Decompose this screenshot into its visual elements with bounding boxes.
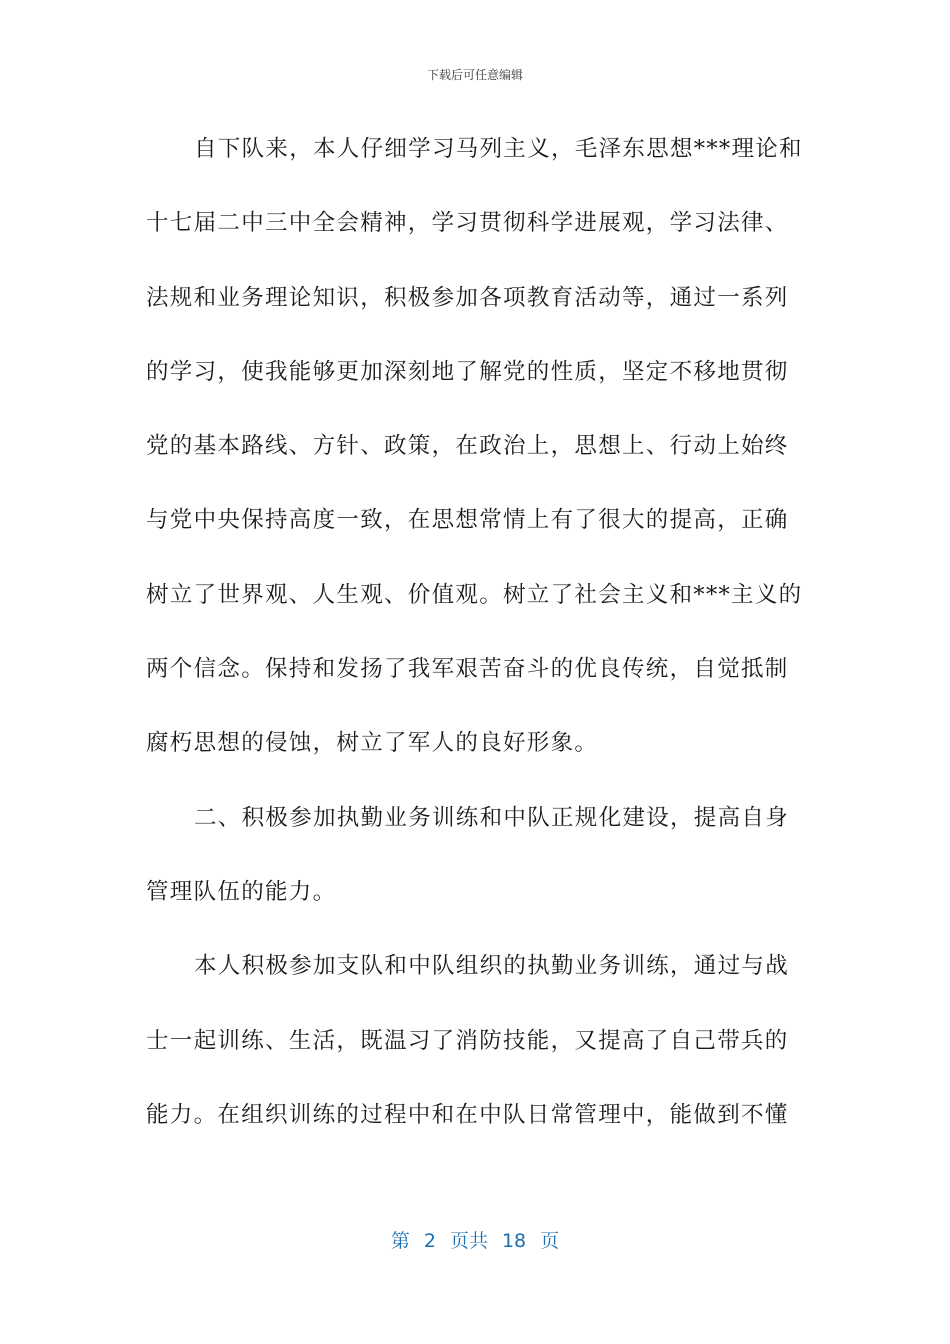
- page-header-note: 下载后可任意编辑: [426, 68, 523, 82]
- section-heading-line: 二、积极参加执勤业务训练和中队正规化建设，提高自身: [194, 804, 790, 831]
- body-line: 两个信念。保持和发扬了我军艰苦奋斗的优良传统，自觉抵制: [146, 656, 789, 683]
- section-heading-line: 管理队伍的能力。: [146, 878, 337, 905]
- footer-middle: 页共: [449, 1230, 488, 1252]
- footer-prefix: 第: [390, 1230, 410, 1252]
- body-line: 树立了世界观、人生观、价值观。树立了社会主义和***主义的: [146, 581, 803, 608]
- body-line: 党的基本路线、方针、政策，在政治上，思想上、行动上始终: [146, 433, 789, 460]
- body-line: 腐朽思想的侵蚀，树立了军人的良好形象。: [146, 730, 599, 757]
- body-line: 士一起训练、生活，既温习了消防技能，又提高了自己带兵的: [146, 1027, 789, 1054]
- body-line: 与党中央保持高度一致，在思想常情上有了很大的提高，正确: [146, 507, 789, 534]
- body-line: 十七届二中三中全会精神，学习贯彻科学进展观，学习法律、: [146, 210, 789, 237]
- current-page-number: 2: [423, 1230, 436, 1252]
- body-line: 法规和业务理论知识，积极参加各项教育活动等，通过一系列: [146, 284, 789, 311]
- page-number-footer: [0, 1226, 950, 1253]
- document-body: [146, 112, 806, 1152]
- body-line: 自下队来，本人仔细学习马列主义，毛泽东思想***理论和: [194, 136, 803, 162]
- body-line: 的学习，使我能够更加深刻地了解党的性质，坚定不移地贯彻: [146, 358, 789, 385]
- body-line: 本人积极参加支队和中队组织的执勤业务训练，通过与战: [194, 953, 790, 980]
- body-line: 能力。在组织训练的过程中和在中队日常管理中，能做到不懂: [146, 1101, 789, 1128]
- total-page-count: 18: [501, 1230, 527, 1252]
- footer-suffix: 页: [540, 1230, 560, 1252]
